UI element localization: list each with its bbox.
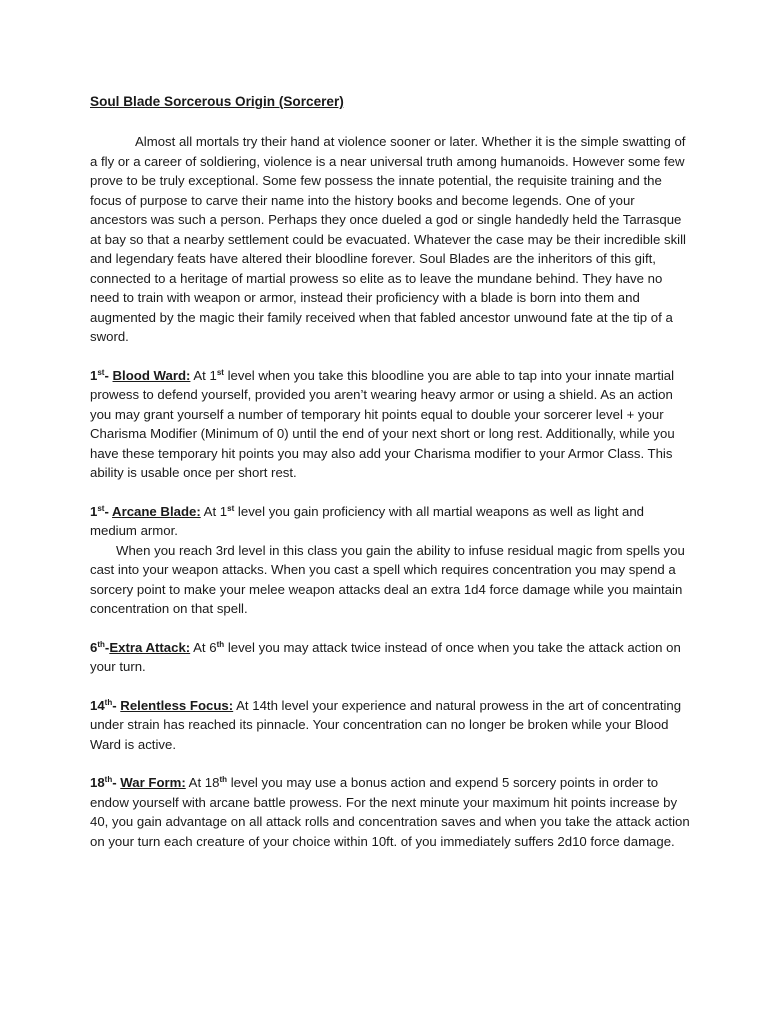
feature-name: War Form: — [120, 775, 186, 790]
feature-text: level you gain proficiency with all martial weapons as well as light and medium armor. — [90, 503, 645, 538]
feature-blood-ward: 1st- Blood Ward: At 1st level when you take this bloodline you are able to tap into your innate martial prowess to defend yourself, provided you aren’t wearing heavy armor or using a shield. As an action you may grant yourself a number of temporary hit points equal to double your sorcerer level + your Charisma Modifier (Minimum of 0) until the end of your next short or long rest. Additionally, while you have these temporary hit points you may also add your Charisma modifier to your Armor Class. This ability is usable once per short rest. — [90, 367, 675, 480]
feature-text: level you may attack twice instead of once when you take the attack action on your turn. — [90, 639, 681, 674]
feature-name: Blood Ward: — [112, 367, 191, 383]
feature-text: At 14th level your experience and natural prowess in the art of concentrating under strain has reached its pinnacle. Your concentration can no longer be broken while your Blood Ward is active. — [90, 697, 682, 752]
feature-text: level when you take this bloodline you are able to tap into your innate martial prowess to defend yourself, provided you aren’t wearing heavy armor or using a shield. As an action you may grant yourself a number of temporary hit points equal to double your sorcerer level + your Charisma Modifier (Minimum of 0) until the end of your next short or long rest. Additionally, while you have these temporary hit points you may also add your Charisma modifier to your Armor Class. This ability is usable once per short rest. — [90, 367, 675, 480]
feature-war-form: 18th- War Form: At 18th level you may use a bonus action and expend 5 sorcery points in order to endow yourself with arcane battle prowess. For the next minute your maximum hit points increase by 40, you gain advantage on all attack rolls and concentration saves and when you take the attack action on your turn each creature of your choice within 10ft. of you immediately suffers 2d10 force damage. — [90, 775, 690, 849]
feature-text: level you may use a bonus action and expend 5 sorcery points in order to endow yourself with arcane battle prowess. For the next minute your maximum hit points increase by 40, you gain advantage on all attack rolls and concentration saves and when you take the attack action on your turn each creature of your choice within 10ft. of you immediately suffers 2d10 force damage. — [90, 775, 690, 849]
feature-arcane-blade: 1st- Arcane Blade: At 1st level you gain proficiency with all martial weapons as well as light and medium armor. When you reach 3rd level in this class you gain the ability to infuse residual magic from spells you cast into your weapon attacks. When you cast a spell which requires concentration you may spend a sorcery point to make your melee weapon attacks deal an extra 1d4 force damage while you maintain concentration on that spell. — [90, 502, 690, 619]
feature-name: Extra Attack: — [109, 639, 191, 655]
feature-level: 6th- — [90, 639, 110, 655]
intro-paragraph: Almost all mortals try their hand at violence sooner or later. Whether it is the simple swatting of a fly or a career of soldiering, violence is a near universal truth among humanoids. However some few prove to be truly exceptional. Some few possess the innate potential, the requisite training and the focus of purpose to carve their name into the history books and become legends. One of your ancestors was such a person. Perhaps they once dueled a god or single handedly held the Tarrasque at bay so that a nearby settlement could be evacuated. Whatever the case may be their incredible skill and legendary feats have altered their bloodline forever. Soul Blades are the inheritors of this gift, connected to a heritage of martial prowess so elite as to leave the mundane behind. They have no need to train with weapon or armor, instead their proficiency with a blade is born into them and augmented by the magic their family received when that fabled ancestor unwound fate at the tip of a sword. — [90, 134, 686, 344]
document-page — [90, 92, 690, 870]
document-title: Soul Blade Sorcerous Origin (Sorcerer) — [90, 94, 344, 109]
feature-name: Relentless Focus: — [120, 697, 234, 713]
feature-level: 1st- — [90, 367, 113, 383]
feature-level: 1st- — [90, 503, 113, 519]
feature-level: 18th- — [90, 775, 121, 790]
feature-relentless-focus — [90, 696, 690, 755]
feature-text-continued: When you reach 3rd level in this class you gain the ability to infuse residual magic from spells you cast into your weapon attacks. When you cast a spell which requires concentration you may spend a sorcery point to make your melee weapon attacks deal an extra 1d4 force damage while you maintain concentration on that spell. — [90, 542, 685, 616]
feature-extra-attack: 6th-Extra Attack: At 6th level you may attack twice instead of once when you take the attack action on your turn. — [90, 639, 681, 674]
feature-level: 14th- — [90, 697, 121, 713]
feature-name: Arcane Blade: — [112, 503, 201, 519]
